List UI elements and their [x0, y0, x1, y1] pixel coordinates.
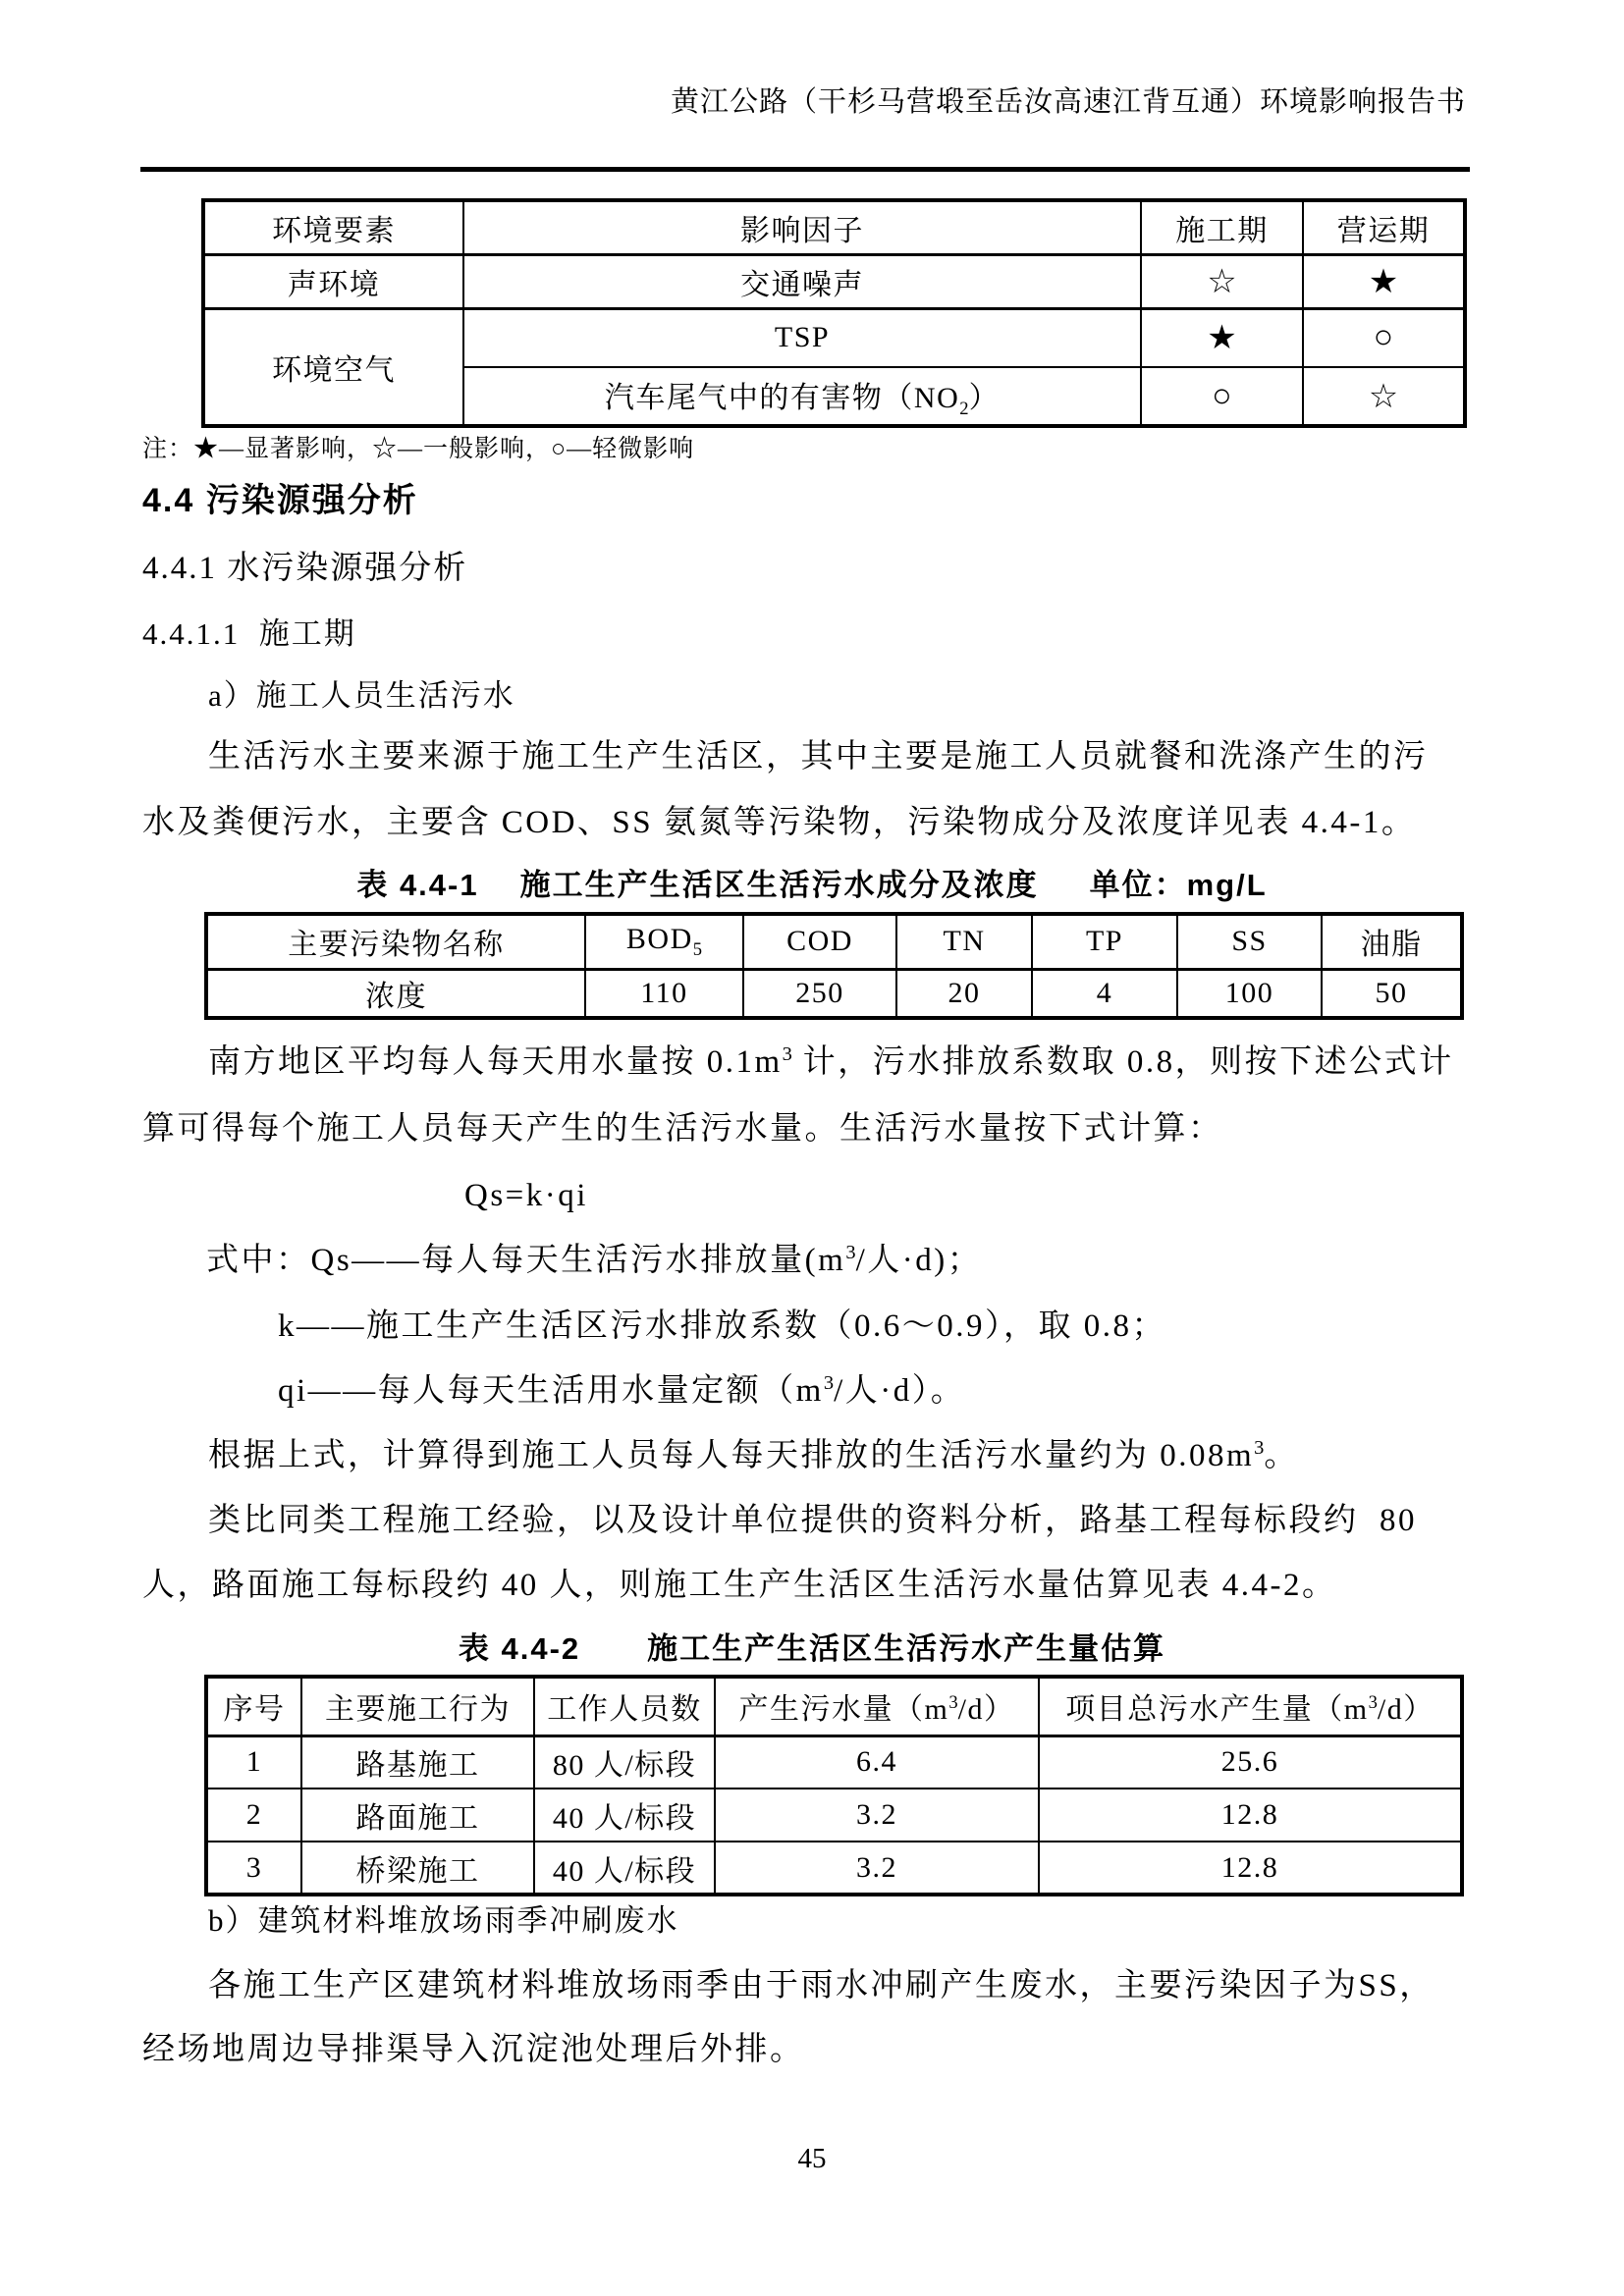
col-header-factor: 影响因子	[463, 200, 1141, 254]
cell-activity: 桥梁施工	[301, 1842, 534, 1895]
cell-no: 1	[206, 1735, 301, 1789]
cell-tn-value: 20	[896, 969, 1032, 1018]
cell-bod5-value: 110	[585, 969, 743, 1018]
impact-summary-table	[201, 198, 1467, 428]
definition-k: k——施工生产生活区污水排放系数（0.6～0.9），取 0.8；	[278, 1308, 1166, 1344]
cell-no: 3	[206, 1842, 301, 1895]
table-441-caption-label: 表 4.4-1	[356, 868, 479, 902]
analogy-line2: 人，路面施工每标段约 40 人，则施工生产生活区生活污水量估算见表 4.4-2。	[142, 1568, 1337, 1603]
page-header-title: 黄江公路（干杉马营塅至岳汝高速江背互通）环境影响报告书	[670, 86, 1466, 118]
definition-qi: qi——每人每天生活用水量定额（$m^3/$人·d）。	[278, 1372, 966, 1409]
cell-noise-operation-symbol: ★	[1303, 254, 1465, 308]
table-441-caption	[0, 860, 1624, 904]
sewage-composition-table	[204, 912, 1464, 1020]
col-header-wastewater: 产生污水量$(m^3/d)$	[715, 1677, 1039, 1735]
col-header-construction: 施工期	[1141, 200, 1303, 254]
cell-workers: 80 人/标段	[534, 1735, 715, 1789]
cell-total: 12.8	[1039, 1789, 1462, 1842]
col-header-tn: TN	[896, 914, 1032, 969]
section-heading-4-4-1-1: 4.4.1.1 施工期	[142, 616, 356, 651]
definition-qs: 式中：Qs——每人每天生活污水排放量($m^3/$人·d)；	[206, 1242, 983, 1278]
paragraph-a-line1: 生活污水主要来源于施工生产生活区，其中主要是施工人员就餐和洗涤产生的污	[208, 739, 1429, 774]
col-header-bod5: $BOD_5$	[585, 914, 743, 969]
cell-element-air: 环境空气	[203, 308, 463, 426]
cell-tp-value: 4	[1032, 969, 1177, 1018]
cell-activity: 路基施工	[301, 1735, 534, 1789]
calc-result: 根据上式，计算得到施工人员每人每天排放的生活污水量约为 $0.08m^3$。	[208, 1437, 1299, 1473]
cell-total: 25.6	[1039, 1735, 1462, 1789]
table-row	[206, 1735, 1462, 1789]
table-row-concentration	[206, 969, 1462, 1018]
table-442-caption-title: 施工生产生活区生活污水产生量估算	[647, 1631, 1166, 1666]
calc-usage-line1: 南方地区平均每人每天用水量按 $0.1m^3$ 计，污水排放系数取 0.8，则按下述公式计	[208, 1043, 1454, 1080]
table-row-air-tsp	[203, 308, 1465, 367]
col-header-no: 序号	[206, 1677, 301, 1735]
sewage-volume-table	[204, 1675, 1464, 1896]
cell-factor-no2: 汽车尾气中的有害物$(NO_2)$	[463, 367, 1141, 426]
list-item-a: a）施工人员生活污水	[208, 678, 515, 713]
col-header-operation: 营运期	[1303, 200, 1465, 254]
table-row	[206, 1789, 1462, 1842]
table-row-noise	[203, 254, 1465, 308]
col-header-workers: 工作人员数	[534, 1677, 715, 1735]
cell-wastewater: 3.2	[715, 1842, 1039, 1895]
cell-total: 12.8	[1039, 1842, 1462, 1895]
table-442-caption	[0, 1624, 1624, 1668]
cell-no2-operation-symbol: ☆	[1303, 367, 1465, 426]
col-header-cod: COD	[743, 914, 896, 969]
table-row	[206, 1842, 1462, 1895]
cell-tsp-operation-symbol: ○	[1303, 308, 1465, 367]
analogy-line1: 类比同类工程施工经验，以及设计单位提供的资料分析，路基工程每标段约 80	[208, 1503, 1417, 1538]
cell-factor-tsp: TSP	[463, 308, 1141, 367]
col-header-element: 环境要素	[203, 200, 463, 254]
list-item-b: b）建筑材料堆放场雨季冲刷废水	[208, 1903, 679, 1938]
cell-workers: 40 人/标段	[534, 1789, 715, 1842]
calc-usage-line2: 算可得每个施工人员每天产生的生活污水量。生活污水量按下式计算：	[142, 1111, 1223, 1147]
cell-no2-construction-symbol: ○	[1141, 367, 1303, 426]
table-442-caption-label: 表 4.4-2	[458, 1631, 581, 1666]
cell-ss-value: 100	[1177, 969, 1322, 1018]
cell-wastewater: 3.2	[715, 1789, 1039, 1842]
cell-element-noise: 声环境	[203, 254, 463, 308]
header-rule	[140, 167, 1470, 172]
cell-wastewater: 6.4	[715, 1735, 1039, 1789]
formula-qs: Qs=k·qi	[464, 1178, 588, 1213]
cell-workers: 40 人/标段	[534, 1842, 715, 1895]
page-number: 45	[797, 2143, 827, 2174]
cell-tsp-construction-symbol: ★	[1141, 308, 1303, 367]
cell-cod-value: 250	[743, 969, 896, 1018]
cell-row-label: 浓度	[206, 969, 585, 1018]
col-header-ss: SS	[1177, 914, 1322, 969]
col-header-total: 项目总污水产生量$(m^3/d)$	[1039, 1677, 1462, 1735]
col-header-pollutant-name: 主要污染物名称	[206, 914, 585, 969]
legend-note: 注：★—显著影响，☆—一般影响，○—轻微影响	[142, 436, 695, 462]
section-heading-4-4: 4.4 污染源强分析	[142, 482, 418, 519]
cell-noise-construction-symbol: ☆	[1141, 254, 1303, 308]
table-441-caption-title: 施工生产生活区生活污水成分及浓度	[519, 868, 1039, 902]
table-header-row	[203, 200, 1465, 254]
cell-activity: 路面施工	[301, 1789, 534, 1842]
table-header-row	[206, 1677, 1462, 1735]
col-header-oil: 油脂	[1322, 914, 1462, 969]
paragraph-b-line1: 各施工生产区建筑材料堆放场雨季由于雨水冲刷产生废水，主要污染因子为SS，	[208, 1968, 1435, 2003]
col-header-activity: 主要施工行为	[301, 1677, 534, 1735]
section-heading-4-4-1: 4.4.1 水污染源强分析	[142, 551, 468, 586]
table-441-caption-unit: 单位：mg/L	[1089, 868, 1268, 902]
paragraph-b-line2: 经场地周边导排渠导入沉淀池处理后外排。	[142, 2032, 805, 2067]
col-header-tp: TP	[1032, 914, 1177, 969]
cell-no: 2	[206, 1789, 301, 1842]
cell-oil-value: 50	[1322, 969, 1462, 1018]
cell-factor-noise: 交通噪声	[463, 254, 1141, 308]
paragraph-a-line2: 水及粪便污水，主要含 COD、SS 氨氮等污染物，污染物成分及浓度详见表 4.4-1。	[142, 805, 1417, 840]
table-header-row	[206, 914, 1462, 969]
